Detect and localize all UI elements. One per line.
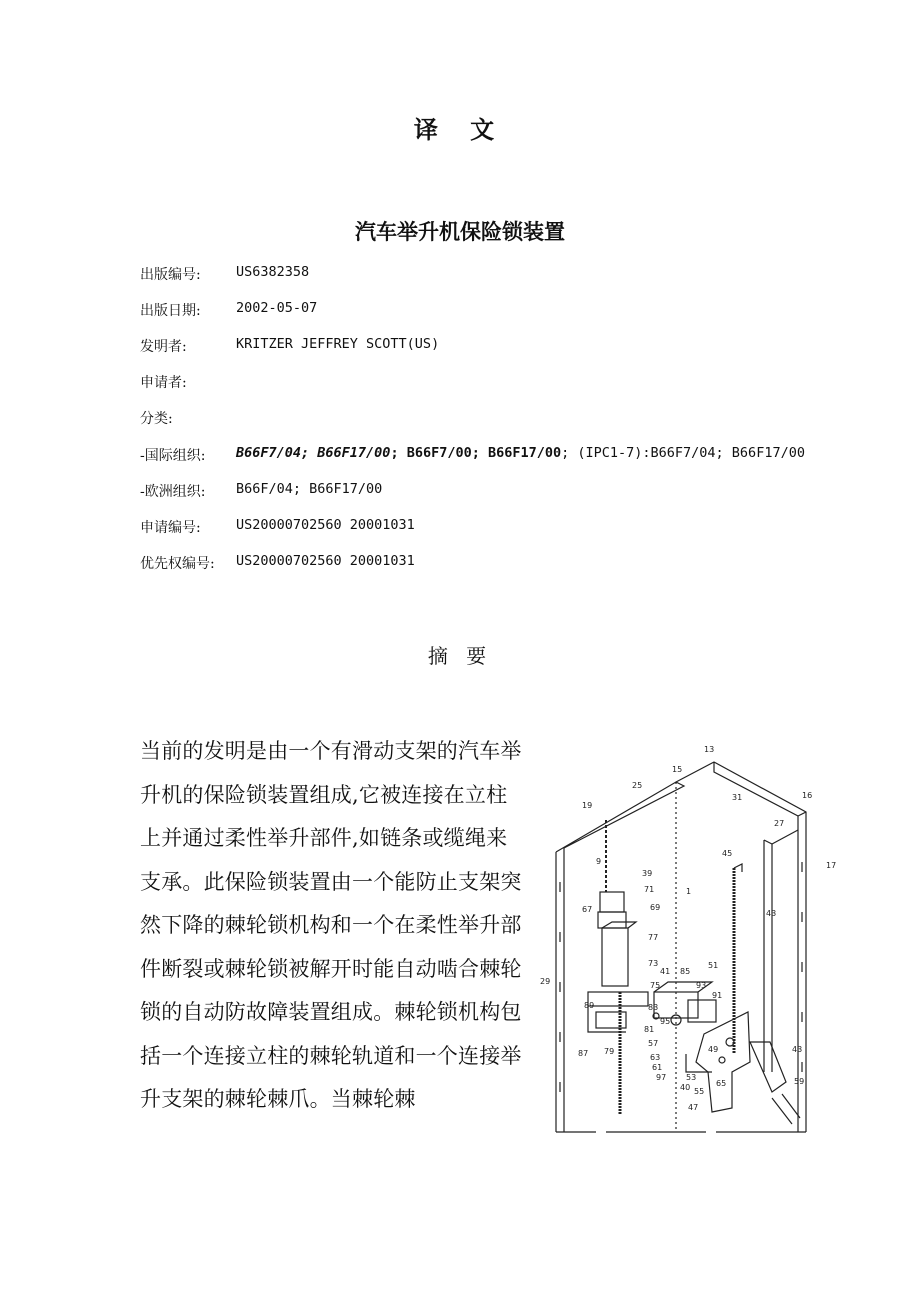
meta-value-rest: ; (IPC1-7):B66F7/04; B66F17/00 (561, 445, 805, 461)
figure-label: 13 (704, 745, 715, 754)
abstract-text: 当前的发明是由一个有滑动支架的汽车举升机的保险锁装置组成,它被连接在立柱上并通过柔性举升部件,如链条或缆绳来支承。此保险锁装置由一个能防止支架突然下降的棘轮锁机构和一个在柔性举升部件断裂或棘轮锁被解开时能自动啮合棘轮锁的自动防故障装置组成。棘轮锁机构包括一个连接立柱的棘轮轨道和一个连接举升支架的棘轮棘爪。当棘轮棘 (140, 739, 522, 1111)
figure-label: 15 (672, 765, 683, 774)
figure-label: 95 (660, 1017, 671, 1026)
figure-label: 49 (708, 1045, 719, 1054)
figure-reference-numbers (540, 745, 836, 1112)
document-title: 汽车举升机保险锁装置 (355, 219, 565, 244)
meta-value: US6382358 (236, 264, 310, 280)
meta-value-italic: B66F7/04; B66F17/00 (236, 445, 391, 461)
abstract-heading: 摘 要 (427, 644, 493, 668)
figure-label: 19 (582, 801, 593, 810)
meta-label: 发明者: (140, 339, 187, 355)
figure-label: 65 (716, 1079, 727, 1088)
figure-label: 43 (792, 1045, 803, 1054)
figure-label: 17 (826, 861, 837, 870)
figure-label: 39 (642, 869, 653, 878)
figure-label: 47 (688, 1103, 699, 1112)
meta-label: 出版日期: (140, 303, 201, 319)
meta-label: 分类: (140, 411, 173, 427)
patent-drawing (536, 742, 842, 1142)
figure-label: 73 (648, 959, 659, 968)
figure-label: 75 (650, 981, 661, 990)
figure-label: 45 (722, 849, 733, 858)
figure-label: 40 (680, 1083, 691, 1092)
figure-label: 51 (708, 961, 719, 970)
figure-label: 29 (540, 977, 551, 986)
meta-value: US20000702560 20001031 (236, 517, 415, 533)
figure-label: 16 (802, 791, 813, 800)
figure-label: 31 (732, 793, 743, 802)
figure-label: 25 (632, 781, 643, 790)
figure-linework (556, 762, 806, 1132)
meta-value: B66F/04; B66F17/00 (236, 481, 383, 497)
figure-label: 43 (766, 909, 777, 918)
figure-label: 61 (652, 1063, 663, 1072)
figure-label: 89 (584, 1001, 595, 1010)
figure-label: 85 (680, 967, 691, 976)
meta-value: 2002-05-07 (236, 300, 318, 316)
figure-label: 69 (650, 903, 661, 912)
figure-label: 83 (648, 1003, 659, 1012)
figure-label: 53 (686, 1073, 697, 1082)
document-heading: 译 文 (413, 115, 507, 144)
meta-label: 出版编号: (140, 267, 201, 283)
figure-label: 9 (596, 857, 602, 866)
figure-label: 79 (604, 1047, 615, 1056)
figure-label: 93 (696, 981, 707, 990)
meta-label: -国际组织: (140, 448, 206, 464)
meta-value: US20000702560 20001031 (236, 553, 415, 569)
meta-value: KRITZER JEFFREY SCOTT(US) (236, 336, 440, 352)
figure-label: 67 (582, 905, 593, 914)
meta-value-bold: ; B66F7/00; B66F17/00 (390, 445, 562, 461)
figure-label: 55 (694, 1087, 705, 1096)
figure-label: 97 (656, 1073, 667, 1082)
figure-label: 1 (686, 887, 692, 896)
figure-label: 41 (660, 967, 671, 976)
meta-value (236, 445, 805, 461)
meta-label: 申请编号: (140, 520, 201, 536)
meta-label: 优先权编号: (140, 556, 215, 572)
figure-label: 71 (644, 885, 655, 894)
figure-label: 87 (578, 1049, 589, 1058)
meta-label: -欧洲组织: (140, 484, 206, 500)
figure-label: 81 (644, 1025, 655, 1034)
figure-label: 63 (650, 1053, 661, 1062)
figure-label: 27 (774, 819, 785, 828)
figure-label: 77 (648, 933, 659, 942)
figure-label: 59 (794, 1077, 805, 1086)
figure-label: 57 (648, 1039, 659, 1048)
figure-label: 91 (712, 991, 723, 1000)
meta-label: 申请者: (140, 375, 187, 391)
